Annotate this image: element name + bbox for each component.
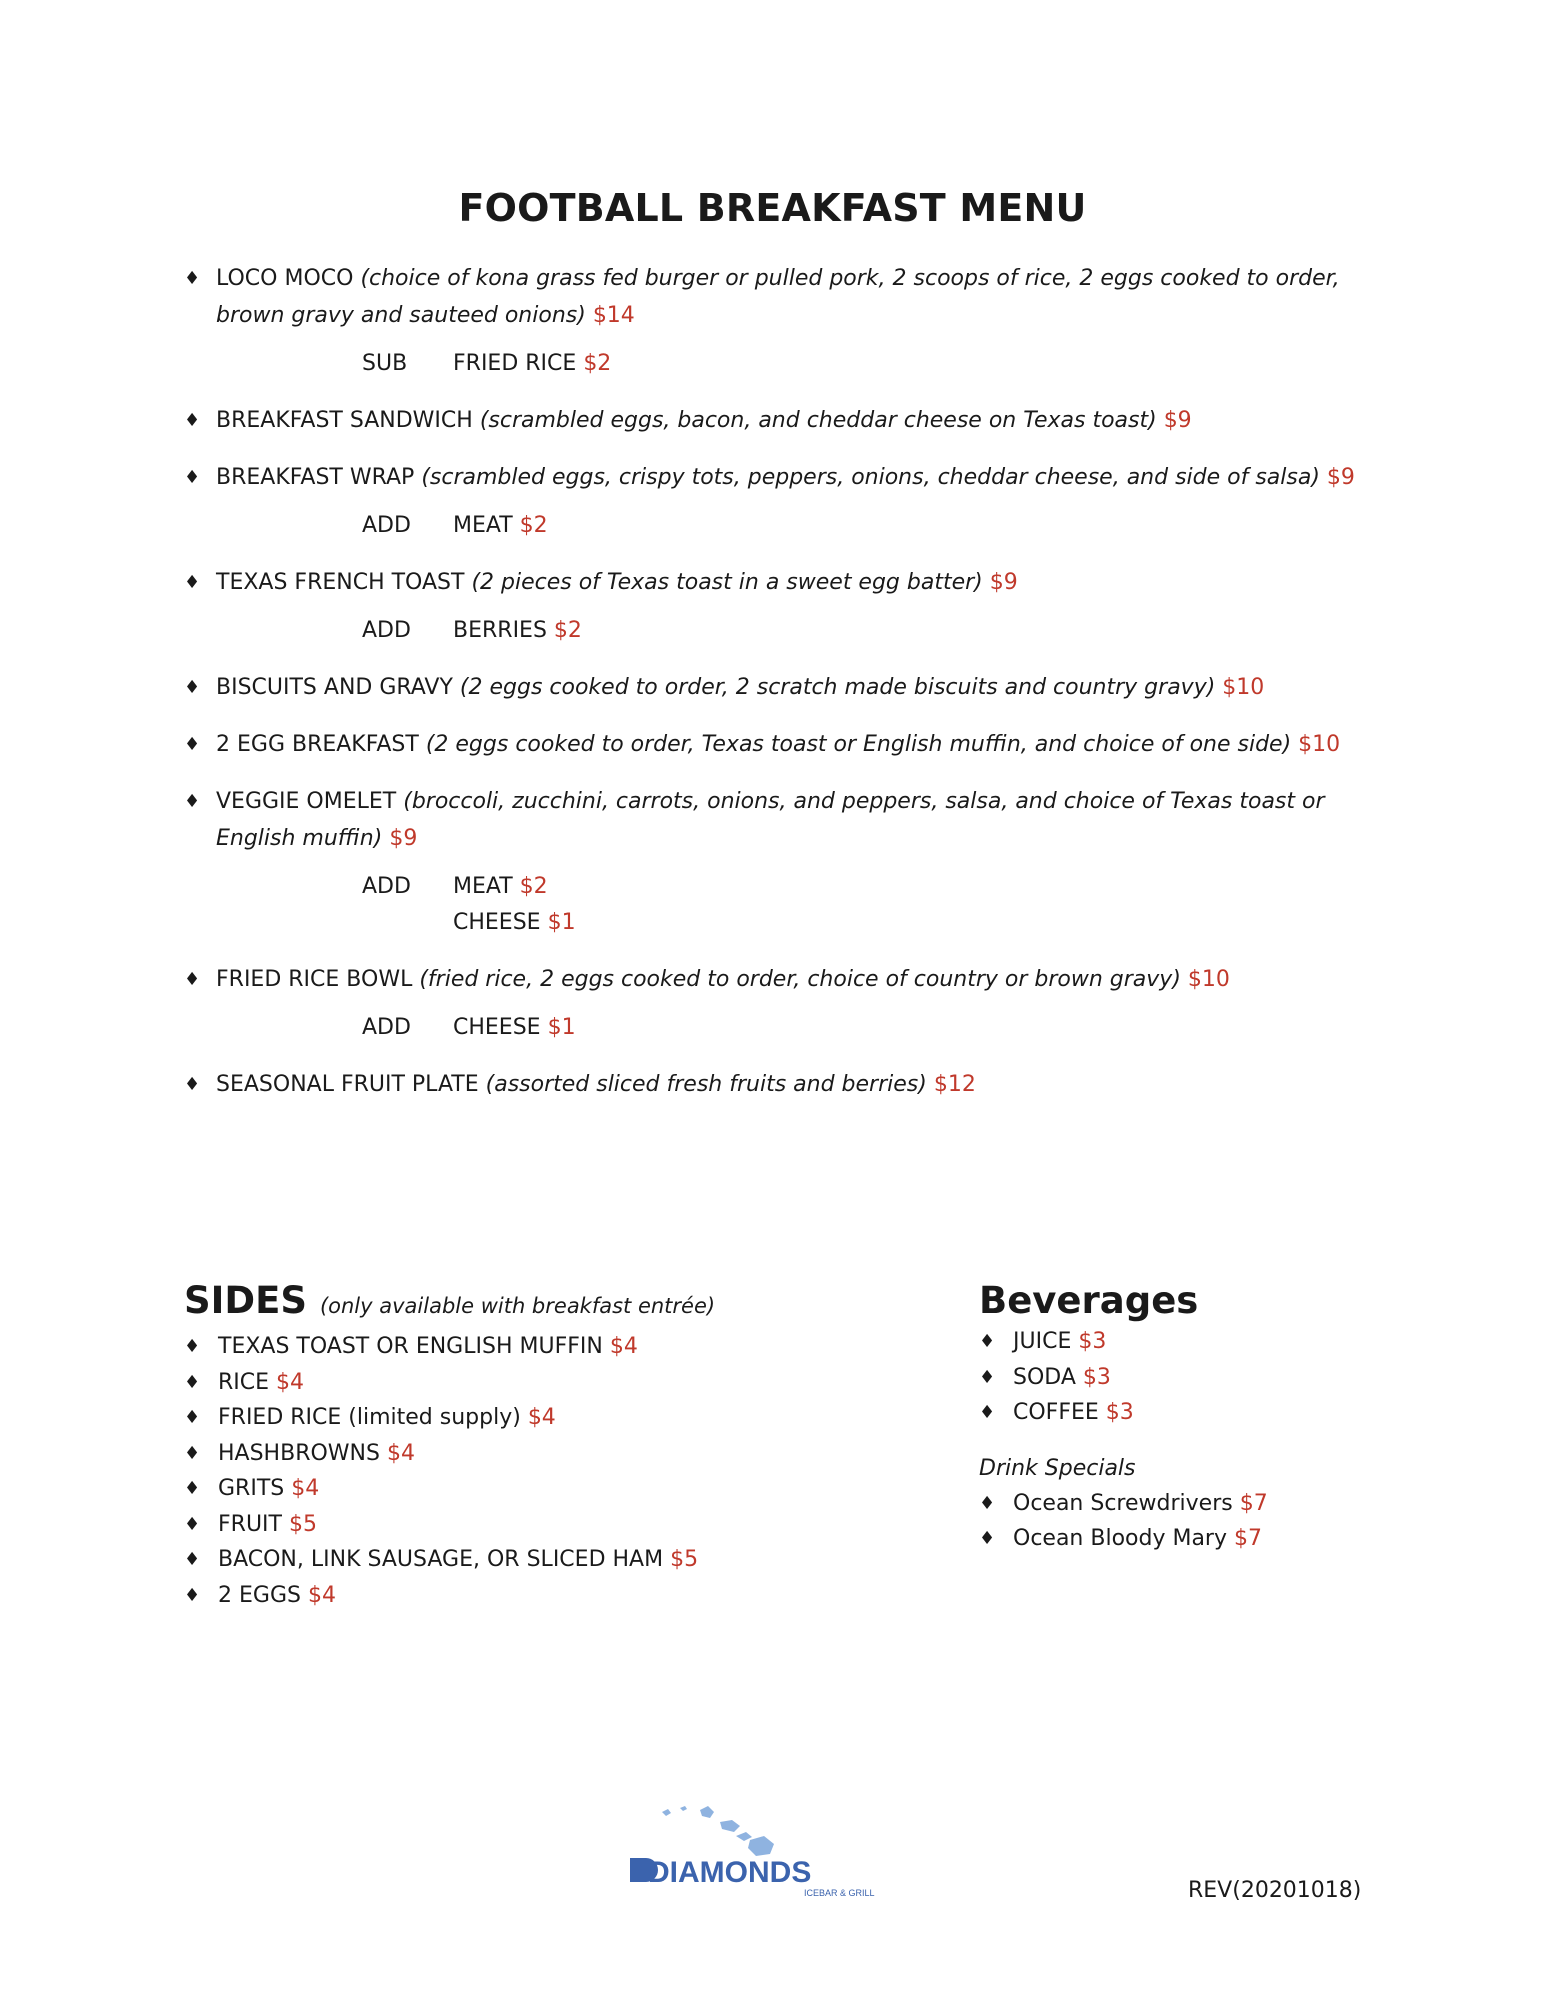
island-shape xyxy=(736,1832,752,1841)
menu-item xyxy=(184,564,1384,601)
sides-section xyxy=(184,1278,944,1613)
diamond-bullet-icon: ♦ xyxy=(184,1407,201,1428)
modifier-option-name: CHEESE xyxy=(453,1015,541,1040)
list-item-price: $7 xyxy=(1239,1490,1268,1516)
list-item xyxy=(184,1578,944,1614)
island-shape xyxy=(680,1806,687,1811)
list-item-name: Ocean Screwdrivers xyxy=(1013,1490,1233,1516)
modifier-option-price: $1 xyxy=(547,1015,576,1040)
diamond-bullet-icon: ♦ xyxy=(184,467,201,488)
diamond-bullet-icon: ♦ xyxy=(184,734,201,755)
modifier-option-price: $2 xyxy=(553,618,582,643)
island-shape xyxy=(700,1806,714,1818)
menu-item xyxy=(184,669,1384,706)
list-item-name: BACON, LINK SAUSAGE, OR SLICED HAM xyxy=(218,1547,664,1572)
diamond-bullet-icon: ♦ xyxy=(184,1584,201,1606)
item-description: (scrambled eggs, bacon, and cheddar cheese on Texas toast) xyxy=(479,408,1157,433)
modifier-options xyxy=(453,869,1384,941)
item-name: BREAKFAST WRAP xyxy=(216,465,415,490)
list-item-price: $7 xyxy=(1234,1526,1262,1551)
diamond-bullet-icon: ♦ xyxy=(184,1513,201,1535)
item-price: $10 xyxy=(1298,732,1341,757)
list-item-price: $4 xyxy=(307,1582,336,1608)
modifier-option xyxy=(453,508,1384,544)
item-description: (2 eggs cooked to order, Texas toast or English muffin, and choice of one side) xyxy=(425,732,1292,757)
diamonds-logo xyxy=(628,1800,918,1900)
modifier-option-name: CHEESE xyxy=(453,910,541,935)
diamond-bullet-icon: ♦ xyxy=(184,969,201,990)
list-item-price: $5 xyxy=(670,1547,699,1572)
list-item-name: TEXAS TOAST OR ENGLISH MUFFIN xyxy=(218,1334,603,1359)
list-item-name: FRUIT xyxy=(218,1511,282,1537)
diamond-bullet-icon: ♦ xyxy=(979,1492,996,1514)
modifier-option-name: MEAT xyxy=(453,513,513,538)
menu-item xyxy=(184,961,1384,998)
menu-item xyxy=(184,402,1384,439)
diamond-bullet-icon: ♦ xyxy=(184,1074,201,1095)
sides-list xyxy=(184,1329,944,1613)
item-description: (fried rice, 2 eggs cooked to order, choice of country or brown gravy) xyxy=(419,967,1181,992)
list-item-price: $4 xyxy=(291,1476,320,1501)
sides-heading: SIDES xyxy=(184,1279,308,1322)
item-price: $12 xyxy=(933,1072,976,1097)
modifier-option-price: $2 xyxy=(519,874,548,899)
item-description: (choice of kona grass fed burger or pulled pork, 2 scoops of rice, 2 eggs cooked to order, brown gravy and sauteed onions) xyxy=(216,266,1340,328)
list-item xyxy=(979,1395,1479,1431)
diamond-bullet-icon: ♦ xyxy=(184,572,201,593)
diamond-bullet-icon: ♦ xyxy=(184,1549,201,1570)
item-name: FRIED RICE BOWL xyxy=(216,967,413,992)
menu-title: FOOTBALL BREAKFAST MENU xyxy=(458,186,1087,230)
modifier-option-name: BERRIES xyxy=(453,618,547,643)
diamond-bullet-icon: ♦ xyxy=(979,1331,996,1352)
menu-item xyxy=(184,1066,1384,1103)
modifier-label: ADD xyxy=(362,618,411,643)
menu-item xyxy=(184,459,1384,496)
list-item-name: JUICE xyxy=(1013,1329,1072,1354)
list-item-name: RICE xyxy=(218,1369,270,1395)
modifier-option-price: $2 xyxy=(583,351,612,376)
menu-item xyxy=(184,783,1384,857)
item-description: (2 eggs cooked to order, 2 scratch made biscuits and country gravy) xyxy=(459,675,1216,700)
diamonds-logo-graphic xyxy=(628,1800,918,1900)
item-price: $9 xyxy=(989,570,1018,595)
item-modifier xyxy=(184,508,1384,544)
breakfast-items xyxy=(184,260,1384,1123)
logo-wordmark-text: DIAMONDS xyxy=(648,1856,812,1889)
drink-specials-heading: Drink Specials xyxy=(979,1455,1136,1481)
list-item xyxy=(979,1360,1479,1396)
menu-item xyxy=(184,260,1384,334)
list-item-price: $3 xyxy=(1078,1329,1107,1354)
list-item xyxy=(184,1542,944,1578)
diamond-bullet-icon: ♦ xyxy=(184,1371,201,1393)
modifier-option-name: MEAT xyxy=(453,874,513,899)
beverages-heading: Beverages xyxy=(979,1279,1199,1322)
list-item-price: $3 xyxy=(1082,1364,1111,1390)
item-price: $14 xyxy=(592,303,635,328)
item-name: LOCO MOCO xyxy=(216,266,354,291)
list-item-name: COFFEE xyxy=(1013,1400,1099,1425)
item-description: (scrambled eggs, crispy tots, peppers, onions, cheddar cheese, and side of salsa) xyxy=(421,465,1320,490)
modifier-options xyxy=(453,613,1384,649)
diamond-bullet-icon: ♦ xyxy=(184,677,201,698)
modifier-options xyxy=(453,346,1384,382)
diamond-bullet-icon: ♦ xyxy=(184,268,201,289)
island-shape xyxy=(662,1809,671,1816)
item-description: (broccoli, zucchini, carrots, onions, and peppers, salsa, and choice of Texas toast or English muffin) xyxy=(216,789,1325,851)
diamond-bullet-icon: ♦ xyxy=(979,1528,996,1549)
island-shape xyxy=(748,1836,774,1856)
item-name: 2 EGG BREAKFAST xyxy=(216,732,419,757)
list-item xyxy=(979,1486,1479,1522)
item-description: (assorted sliced fresh fruits and berries) xyxy=(485,1072,927,1097)
sides-heading-row xyxy=(184,1278,944,1329)
list-item-name: FRIED RICE (limited supply) xyxy=(218,1405,521,1430)
item-price: $10 xyxy=(1187,967,1230,992)
item-name: VEGGIE OMELET xyxy=(216,789,397,814)
modifier-option xyxy=(453,905,1384,941)
modifier-option xyxy=(453,613,1384,649)
list-item xyxy=(184,1400,944,1436)
list-item xyxy=(184,1365,944,1401)
diamond-bullet-icon: ♦ xyxy=(184,791,201,812)
modifier-option xyxy=(453,1010,1384,1046)
diamond-bullet-icon: ♦ xyxy=(184,1336,201,1357)
list-item-name: HASHBROWNS xyxy=(218,1440,380,1466)
drink-specials-list xyxy=(979,1486,1479,1557)
list-item xyxy=(184,1436,944,1472)
item-name: BISCUITS AND GRAVY xyxy=(216,675,453,700)
item-price: $10 xyxy=(1222,675,1265,700)
modifier-option-price: $1 xyxy=(547,910,576,935)
item-modifier xyxy=(184,613,1384,649)
list-item xyxy=(184,1329,944,1365)
list-item-price: $5 xyxy=(288,1511,317,1537)
list-item-price: $4 xyxy=(276,1369,305,1395)
diamond-bullet-icon: ♦ xyxy=(184,1478,201,1499)
modifier-options xyxy=(453,508,1384,544)
item-modifier xyxy=(184,869,1384,941)
list-item-name: Ocean Bloody Mary xyxy=(1013,1526,1227,1551)
list-item-name: GRITS xyxy=(218,1476,285,1501)
list-item-name: 2 EGGS xyxy=(218,1582,301,1608)
list-item-name: SODA xyxy=(1013,1364,1076,1390)
modifier-label: SUB xyxy=(362,351,408,376)
item-modifier xyxy=(184,346,1384,382)
diamond-bullet-icon: ♦ xyxy=(184,410,201,431)
revision-code: REV(20201018) xyxy=(1188,1878,1362,1903)
list-item-price: $4 xyxy=(609,1334,638,1359)
sides-note: (only available with breakfast entrée) xyxy=(319,1294,716,1318)
list-item xyxy=(184,1507,944,1543)
modifier-option xyxy=(453,869,1384,905)
list-item xyxy=(979,1324,1479,1360)
item-description: (2 pieces of Texas toast in a sweet egg batter) xyxy=(471,570,983,595)
logo-tagline: ICEBAR & GRILL xyxy=(804,1888,875,1898)
item-price: $9 xyxy=(1163,408,1192,433)
item-name: BREAKFAST SANDWICH xyxy=(216,408,473,433)
beverages-list xyxy=(979,1324,1479,1431)
modifier-label: ADD xyxy=(362,513,411,538)
item-name: SEASONAL FRUIT PLATE xyxy=(216,1072,479,1097)
list-item xyxy=(184,1471,944,1507)
item-modifier xyxy=(184,1010,1384,1046)
menu-item xyxy=(184,726,1384,763)
diamond-bullet-icon: ♦ xyxy=(979,1402,996,1423)
diamond-bullet-icon: ♦ xyxy=(979,1366,996,1388)
item-price: $9 xyxy=(1326,465,1355,490)
modifier-label: ADD xyxy=(362,874,411,899)
modifier-label: ADD xyxy=(362,1015,411,1040)
modifier-option xyxy=(453,346,1384,382)
modifier-option-name: FRIED RICE xyxy=(453,351,577,376)
diamond-bullet-icon: ♦ xyxy=(184,1442,201,1464)
item-price: $9 xyxy=(389,826,418,851)
island-shape xyxy=(720,1820,740,1832)
modifier-options xyxy=(453,1010,1384,1046)
list-item-price: $4 xyxy=(527,1405,556,1430)
beverages-section xyxy=(979,1278,1479,1557)
list-item-price: $4 xyxy=(386,1440,415,1466)
modifier-option-price: $2 xyxy=(519,513,548,538)
list-item xyxy=(979,1521,1479,1557)
item-name: TEXAS FRENCH TOAST xyxy=(216,570,465,595)
list-item-price: $3 xyxy=(1105,1400,1134,1425)
